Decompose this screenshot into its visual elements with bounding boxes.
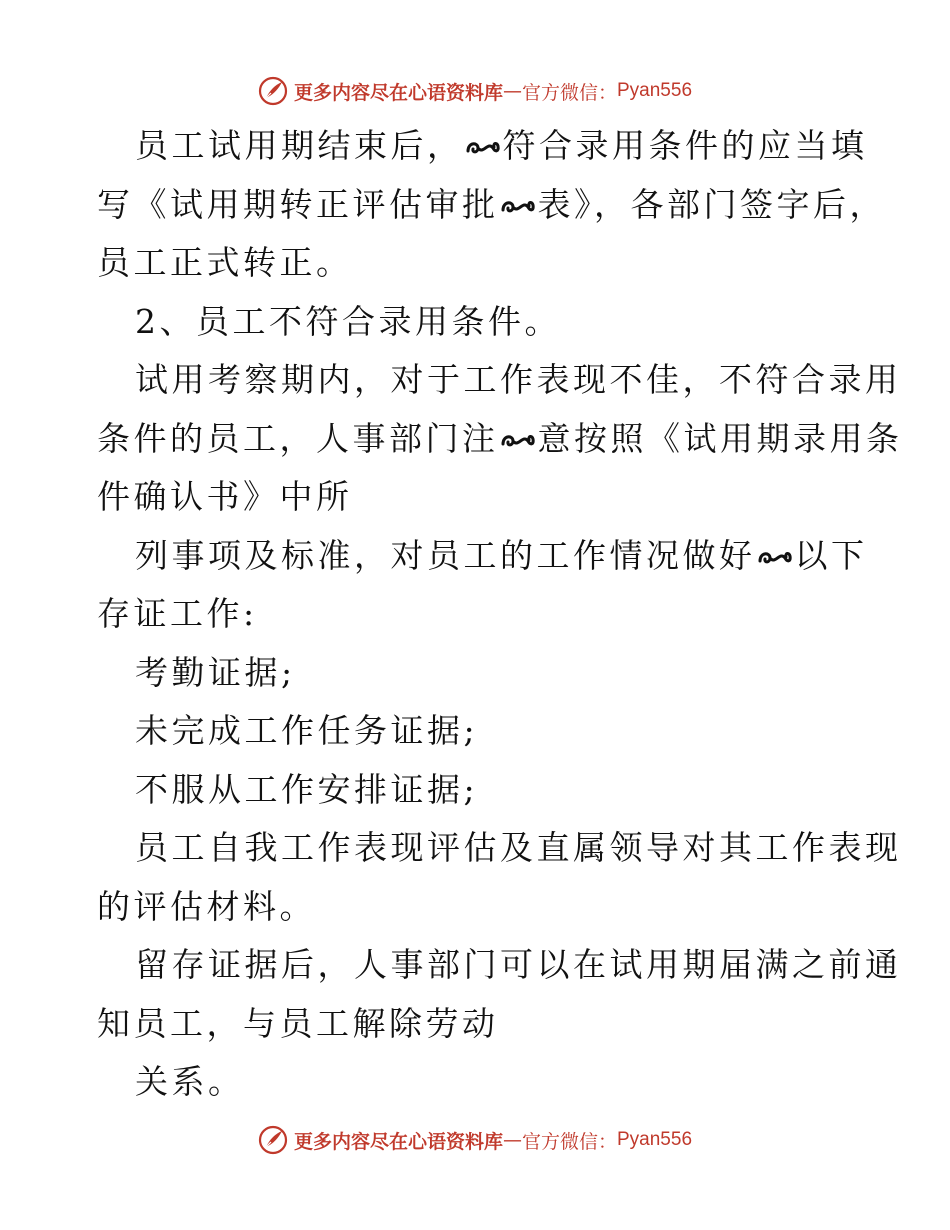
text-run: 的评估材料。 [97, 886, 316, 926]
text-run: 列事项及标准，对员工的工作情况做好 [135, 535, 756, 575]
scroll-ornament-icon [500, 196, 536, 218]
paragraph-line [97, 995, 857, 1054]
text-run: 条件的员工，人事部门注 [97, 418, 499, 458]
text-run: 存证工作: [97, 594, 258, 633]
paragraph-line [97, 1053, 857, 1112]
text-run: 员工自我工作表现评估及直属领导对其工作表现 [135, 828, 902, 867]
paragraph-line [97, 761, 857, 820]
text-run: 关系。 [135, 1062, 245, 1101]
feather-pen-logo-icon [258, 76, 288, 106]
text-run: 员工试用期结束后， [135, 126, 464, 165]
paragraph-line [97, 878, 857, 937]
text-run: 意按照《试用期录用条 [537, 418, 903, 458]
header-banner [0, 71, 950, 111]
paragraph-line [97, 468, 857, 527]
paragraph-line [97, 819, 902, 878]
paragraph-line [97, 234, 857, 293]
banner-official-label: 官方微信： [521, 1130, 617, 1153]
banner-brand: 更多内容尽在心语资料库 [293, 1130, 503, 1153]
text-run: 件确认书》中所 [97, 477, 353, 516]
text-run: 符合录用条件的应当填 [502, 126, 868, 165]
paragraph-line [97, 351, 902, 410]
text-run: 知员工，与员工解除劳动 [97, 1003, 499, 1043]
banner-brand: 更多内容尽在心语资料库 [293, 81, 503, 104]
feather-pen-logo-icon [258, 1125, 288, 1155]
paragraph-line [97, 936, 902, 995]
banner-account: Pyan556 [617, 80, 693, 101]
text-run: 员工正式转正。 [97, 243, 353, 282]
text-run: 不服从工作安排证据; [135, 769, 479, 809]
text-run: 考勤证据; [135, 652, 296, 692]
text-run: 试用考察期内，对于工作表现不佳，不符合录用 [135, 360, 902, 399]
paragraph-line [97, 410, 903, 469]
banner-account: Pyan556 [617, 1129, 693, 1150]
text-run: 未完成工作任务证据; [135, 711, 479, 750]
text-run: 表》，各部门签字后， [537, 184, 886, 224]
paragraph-line [97, 176, 886, 235]
footer-banner [0, 1120, 950, 1160]
text-run: 留存证据后，人事部门可以在试用期届满之前通 [135, 945, 902, 984]
banner-separator: — [502, 1129, 522, 1151]
scroll-ornament-icon [500, 430, 536, 452]
paragraph-line [97, 293, 857, 352]
scroll-ornament-icon [465, 137, 501, 159]
banner-official-label: 官方微信： [521, 81, 617, 104]
paragraph-line [97, 644, 857, 703]
text-run: 2、员工不符合录用条件。 [135, 301, 561, 341]
banner-separator: — [502, 80, 522, 102]
paragraph-line [97, 117, 868, 176]
paragraph-line [97, 585, 857, 644]
document-body [97, 117, 903, 1112]
paragraph-line [97, 527, 868, 586]
text-run: 以下 [794, 535, 868, 575]
scroll-ornament-icon [757, 547, 793, 569]
text-run: 写《试用期转正评估审批 [97, 184, 499, 224]
paragraph-line [97, 702, 857, 761]
